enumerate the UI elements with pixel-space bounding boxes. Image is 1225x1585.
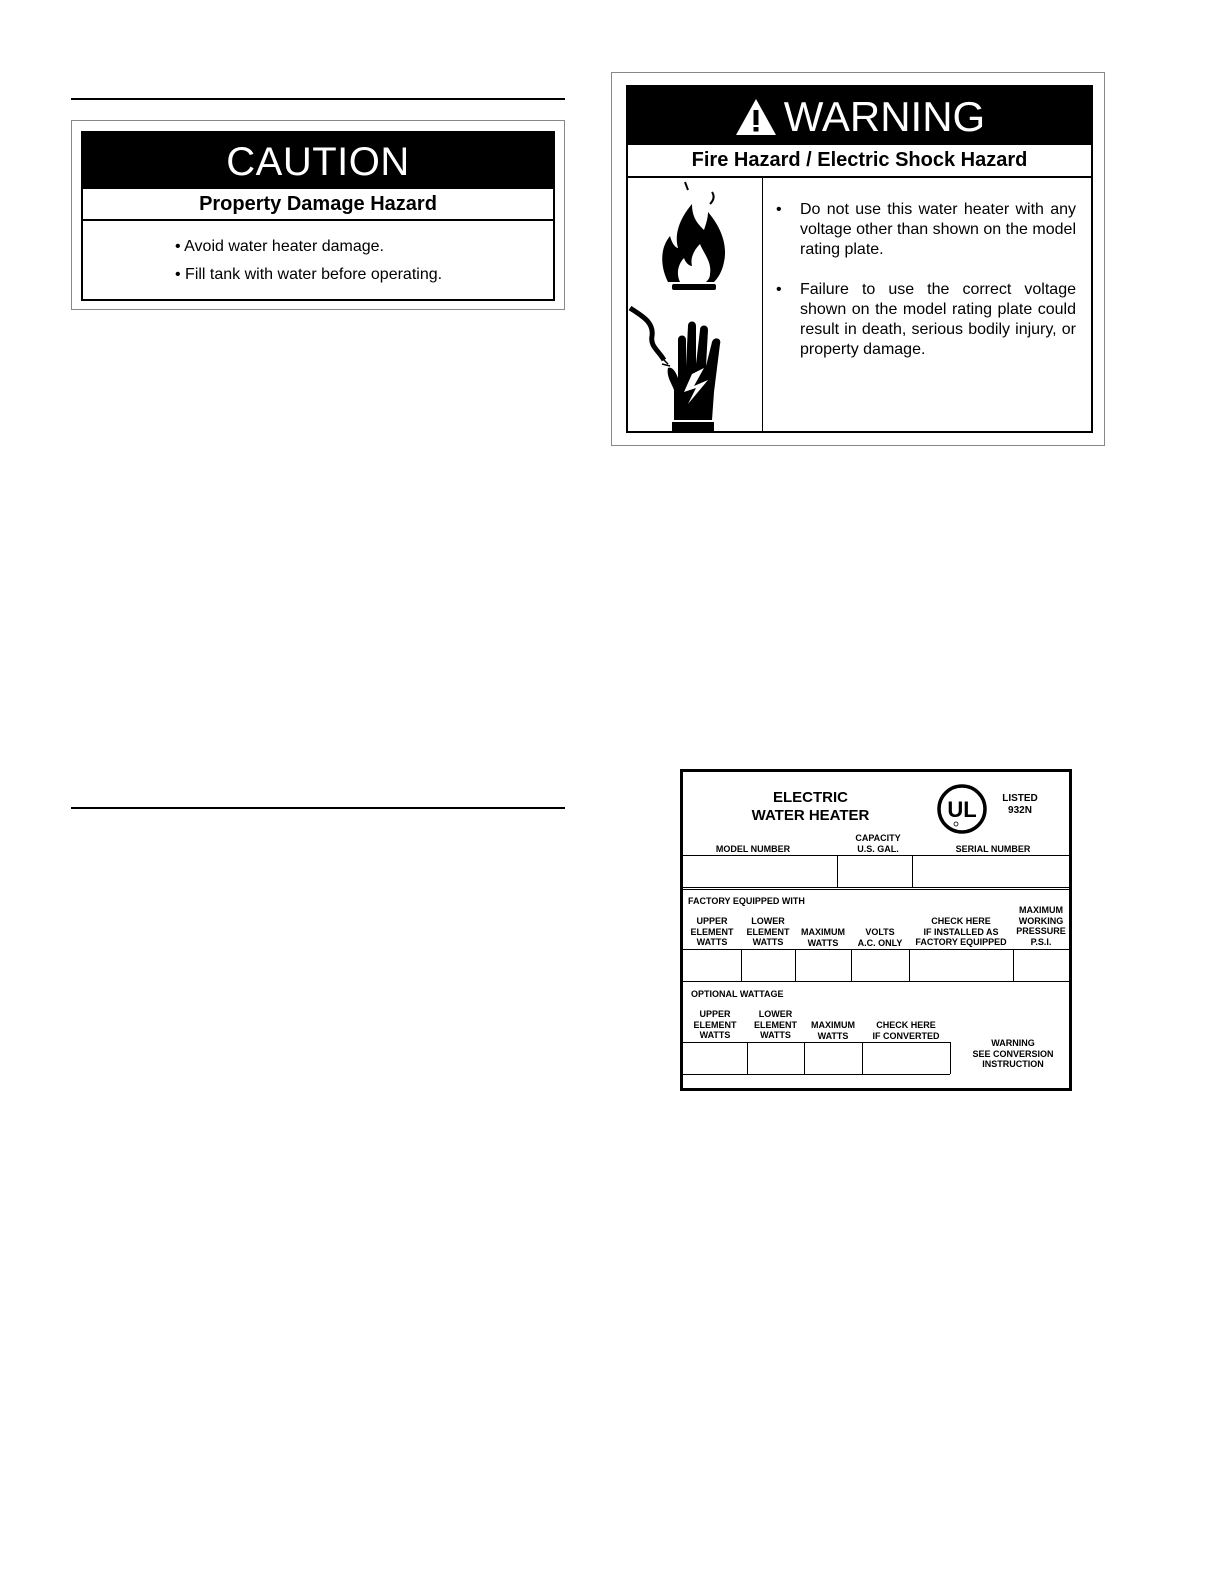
factory-col-check-installed: CHECK HERE IF INSTALLED AS FACTORY EQUIPPED [915,916,1007,947]
warning-item: • Do not use this water heater with any voltage other than shown on the model rating plate. [776,200,1076,260]
section-rule-top [71,98,565,100]
factory-col-upper-element: UPPER ELEMENT WATTS [690,916,734,947]
warning-pictograms [628,178,763,433]
warning-label [626,85,1093,433]
optional-wattage-heading: OPTIONAL WATTAGE [691,989,784,999]
factory-col-maximum-watts: MAXIMUM WATTS [801,927,845,948]
caution-label [81,131,555,301]
factory-col-lower-element: LOWER ELEMENT WATTS [746,916,790,947]
optional-col-lower-element: LOWER ELEMENT WATTS [753,1009,797,1040]
model-number-label: MODEL NUMBER [715,844,791,854]
listed-label: LISTED [1002,793,1038,804]
warning-header [628,87,1091,145]
warning-list [776,200,1076,380]
caution-item: • Avoid water heater damage. [175,238,384,255]
caution-list [83,221,553,289]
warning-title: WARNING [783,93,986,140]
flame-icon [628,178,762,306]
svg-text:UL: UL [947,797,977,822]
factory-equipped-heading: FACTORY EQUIPPED WITH [688,896,805,906]
optional-col-upper-element: UPPER ELEMENT WATTS [693,1009,737,1040]
factory-col-volts: VOLTS A.C. ONLY [857,927,903,948]
warning-body [628,178,1091,433]
warning-subtitle: Fire Hazard / Electric Shock Hazard [628,145,1091,178]
electric-shock-hand-icon [628,306,762,433]
caution-subtitle: Property Damage Hazard [83,189,553,221]
listed-number: 932N [1008,805,1032,816]
ul-listed-logo [936,783,988,835]
warning-item: • Failure to use the correct voltage shown on the model rating plate could result in death, serious bodily injury, or property damage. [776,280,1076,360]
optional-col-maximum-watts: MAXIMUM WATTS [811,1020,855,1041]
caution-title: CAUTION [83,133,553,189]
capacity-label: CAPACITY U.S. GAL. [855,833,901,854]
conversion-warning: WARNING SEE CONVERSION INSTRUCTION [972,1038,1054,1069]
optional-col-check-converted: CHECK HERE IF CONVERTED [872,1020,940,1041]
plate-title-line1: ELECTRIC [773,789,848,806]
exclamation-triangle-icon [734,97,778,137]
model-rating-plate [680,769,1072,1091]
plate-title-line2: WATER HEATER [751,807,870,824]
factory-col-max-pressure: MAXIMUM WORKING PRESSURE P.S.I. [1016,905,1066,947]
caution-item: • Fill tank with water before operating. [175,266,443,283]
serial-number-label: SERIAL NUMBER [955,844,1031,854]
section-rule-middle [71,807,565,809]
